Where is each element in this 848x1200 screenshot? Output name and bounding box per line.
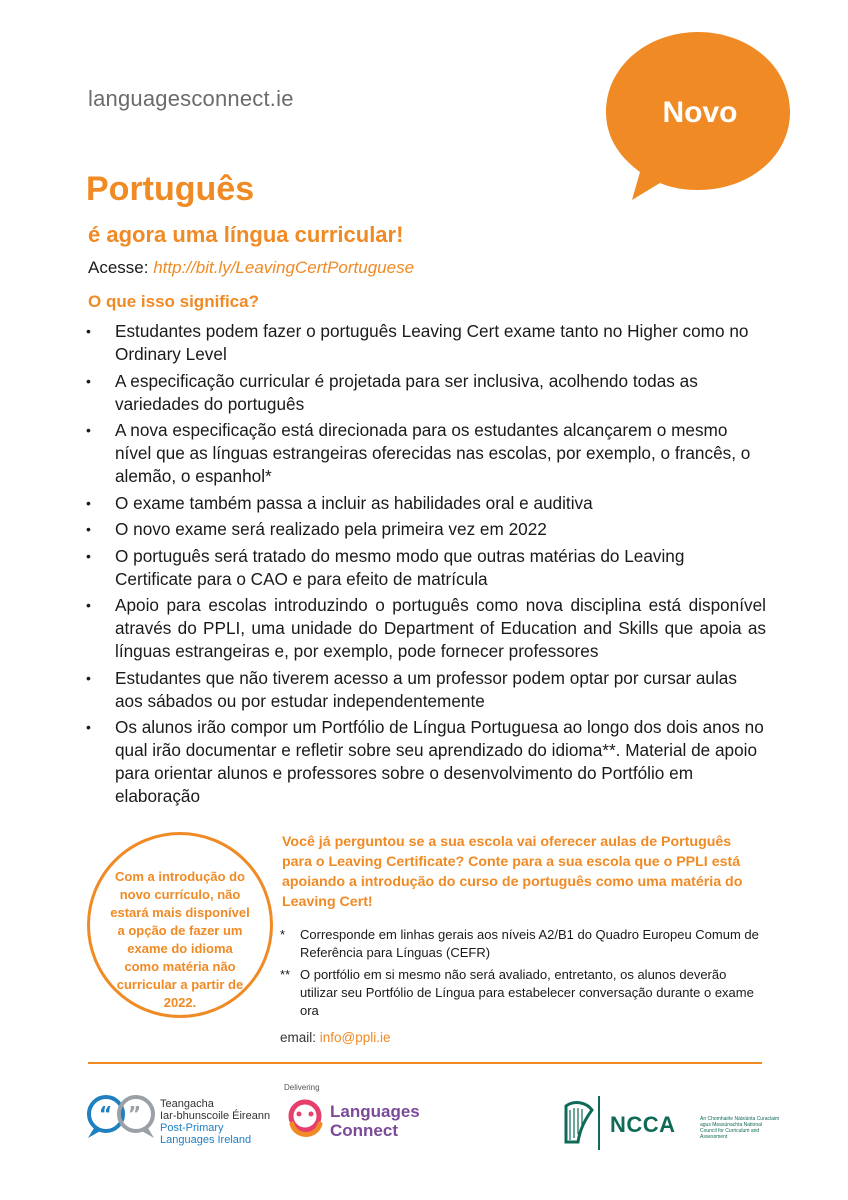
ppli-wordmark <box>160 1098 270 1146</box>
footnote-mark: ** <box>280 967 291 982</box>
delivering-label: Delivering <box>284 1083 320 1092</box>
bullet-item: • O português será tratado do mesmo modo que outras matérias do Leaving Certificate para o CAO e para efeito de matrícula <box>86 545 766 591</box>
bullet-item: • Estudantes podem fazer o português Leaving Cert exame tanto no Higher como no Ordinary Level <box>86 320 766 366</box>
svg-text:”: ” <box>128 1102 142 1126</box>
languages-connect-wordmark <box>330 1102 420 1140</box>
ppli-line: Post-Primary <box>160 1122 224 1134</box>
callout-text: Você já perguntou se a sua escola vai oferecer aulas de Português para o Leaving Certificate? Conte para a sua escola que o PPLI está apoiando a introdução do curso de português como uma matéria do Leaving Cert! <box>282 834 743 910</box>
bullet-item: • Estudantes que não tiverem acesso a um professor podem optar por cursar aulas aos sábados ou por estudar independentemente <box>86 667 766 713</box>
access-label: Acesse: <box>88 258 149 277</box>
ppli-logo-icon <box>84 1094 158 1142</box>
bullet-item: • O novo exame será realizado pela primeira vez em 2022 <box>86 518 766 541</box>
ncca-wordmark: NCCA <box>610 1112 676 1137</box>
ncca-divider <box>598 1096 600 1150</box>
svg-text:“: “ <box>99 1102 113 1126</box>
bullet-item: • A especificação curricular é projetada para ser inclusiva, acolhendo todas as variedades do português <box>86 370 766 416</box>
bullet-item: • Apoio para escolas introduzindo o português como nova disciplina está disponível através do PPLI, uma unidade do Department of Education and Skills que apoia as línguas estrangeiras e, por exemplo, pode fornecer professores <box>86 594 766 663</box>
languages-connect-logo-icon <box>282 1096 328 1144</box>
harp-icon <box>560 1098 596 1146</box>
email-label: email: <box>280 1030 317 1045</box>
footnote <box>280 926 760 962</box>
access-link[interactable]: http://bit.ly/LeavingCertPortuguese <box>153 258 415 277</box>
page-title: Português <box>86 170 255 208</box>
section-heading: O que isso significa? <box>88 292 259 311</box>
ppli-line: Teangacha <box>160 1098 214 1110</box>
lc-line: Languages <box>330 1102 420 1121</box>
ppli-line: Iar-bhunscoile Éireann <box>160 1110 271 1122</box>
footnotes <box>280 926 760 1024</box>
bullet-item: • O exame também passa a incluir as habilidades oral e auditiva <box>86 492 766 515</box>
bullet-item: • Os alunos irão compor um Portfólio de Língua Portuguesa ao longo dos dois anos no qual irão documentar e refletir sobre seu aprendizado do idioma**. Material de apoio para orientar alunos e professores sobre o desenvolvimento do Portfólio em elaboração <box>86 716 766 808</box>
site-url[interactable]: languagesconnect.ie <box>88 86 294 111</box>
lc-line: Connect <box>330 1121 398 1140</box>
circle-note-text: Com a introdução do novo currículo, não estará mais disponível a opção de fazer um exame do idioma como matéria não curricular a partir de 2022. <box>110 869 250 1010</box>
footnote <box>280 966 760 1020</box>
ncca-subtitle: An Chomhairle Náisiúnta Curaclaim agus Measúnachta National Council for Curriculum and Assessment <box>700 1116 780 1140</box>
footnote-text: Corresponde em linhas gerais aos níveis A2/B1 do Quadro Europeu Comum de Referência para Línguas (CEFR) <box>300 927 759 960</box>
bullet-list <box>86 320 766 812</box>
footnote-text: O portfólio em si mesmo não será avaliado, entretanto, os alunos deverão utilizar seu Portfólio de Língua para estabelecer conversação durante o exame ora <box>300 967 754 1018</box>
page-subtitle: é agora uma língua curricular! <box>88 222 404 247</box>
new-badge: Novo <box>662 96 738 129</box>
ppli-line: Languages Ireland <box>160 1134 252 1146</box>
footer-divider <box>88 1062 762 1064</box>
bullet-item: • A nova especificação está direcionada para os estudantes alcançarem o mesmo nível que as línguas estrangeiras oferecidas nas escolas, por exemplo, o francês, o alemão, o espanhol* <box>86 419 766 488</box>
footnote-mark: * <box>280 927 286 942</box>
email-link[interactable]: info@ppli.ie <box>319 1030 391 1045</box>
contact-email <box>280 1030 391 1045</box>
access-line <box>88 258 414 278</box>
